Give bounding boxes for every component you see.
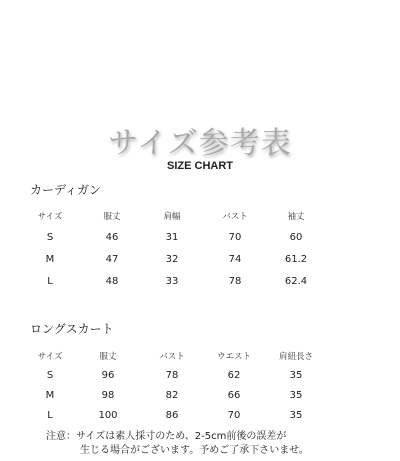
table-cell: L [47,410,53,421]
table-cell: 48 [105,276,119,287]
table-cell: M [45,390,55,401]
table-cell: M [45,254,55,265]
table-row [30,410,330,430]
cardigan-header-row [30,210,330,232]
table-cell: 62.4 [284,276,308,287]
skirt-header-row [30,350,330,370]
header-cell: バスト [222,212,248,222]
skirt-section-title: ロングスカート [30,322,114,336]
header-cell: 肩紐長さ [278,352,313,362]
cardigan-table [30,210,330,298]
table-cell: 33 [165,276,179,287]
header-cell: 服丈 [103,212,121,222]
table-row [30,254,330,276]
table-cell: 35 [289,410,303,421]
table-cell: S [46,232,54,243]
note-line-1: サイズは素人採寸のため、2-5cm前後の誤差が [76,431,287,442]
cardigan-section-title: カーディガン [30,183,102,197]
header-cell: 肩幅 [163,212,181,222]
table-row [30,370,330,390]
table-cell: 61.2 [284,254,308,265]
table-row [30,390,330,410]
table-cell: 86 [165,410,179,421]
page-subtitle: SIZE CHART [167,160,233,172]
table-cell: 60 [289,232,303,243]
table-row [30,276,330,298]
skirt-table [30,350,330,430]
table-cell: 70 [227,410,241,421]
table-cell: 46 [105,232,119,243]
header-cell: ウエスト [216,352,251,362]
table-cell: S [46,370,54,381]
table-cell: 31 [165,232,179,243]
header-cell: バスト [159,352,185,362]
table-cell: 96 [101,370,115,381]
table-cell: 66 [227,390,241,401]
table-cell: 47 [105,254,119,265]
table-cell: 35 [289,370,303,381]
table-cell: 78 [228,276,242,287]
table-cell: 78 [165,370,179,381]
header-cell: サイズ [37,212,63,222]
table-cell: 35 [289,390,303,401]
header-cell: サイズ [37,352,63,362]
table-row [30,232,330,254]
page-title: サイズ参考表 [108,126,292,161]
header-cell: 服丈 [99,352,117,362]
table-cell: 62 [227,370,241,381]
size-note [46,430,386,458]
table-cell: 32 [165,254,179,265]
table-cell: 74 [228,254,242,265]
header-cell: 袖丈 [287,212,305,222]
table-cell: 82 [165,390,179,401]
note-prefix: 注意： [46,431,76,442]
table-cell: L [47,276,53,287]
note-line-2: 生じる場合がございます。予めご了承下さいませ。 [80,445,309,456]
table-cell: 100 [98,410,118,421]
table-cell: 70 [228,232,242,243]
table-cell: 98 [101,390,115,401]
